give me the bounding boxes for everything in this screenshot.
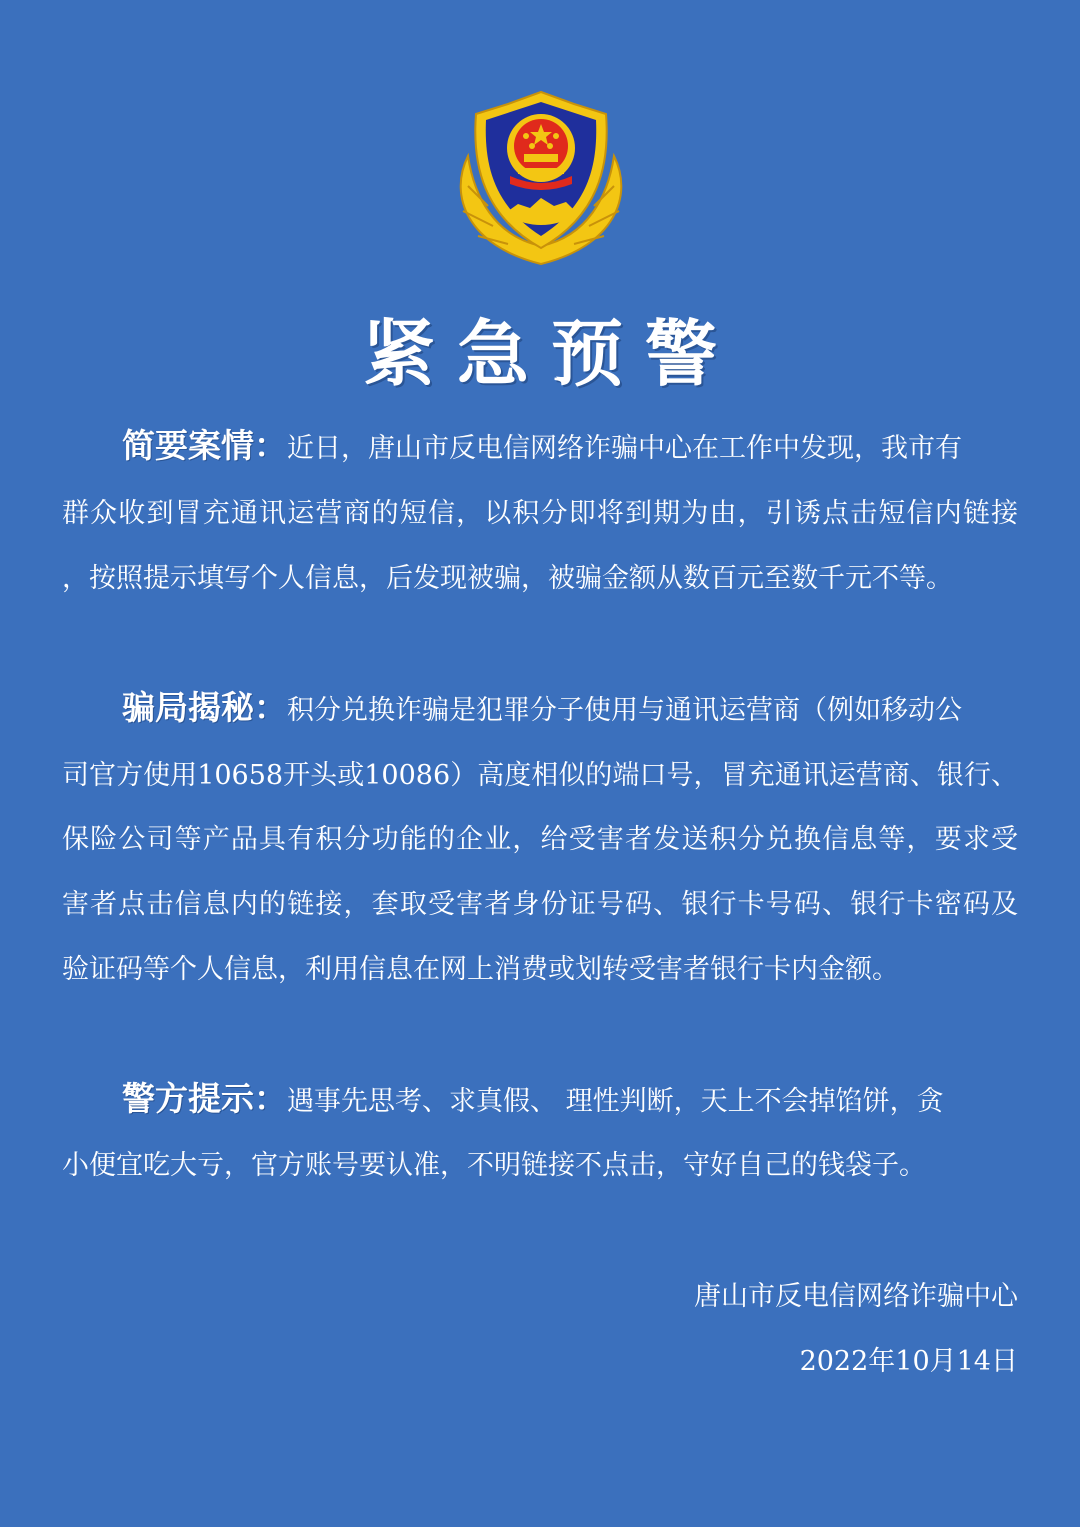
- police-emblem-icon: [448, 86, 634, 266]
- police-tip-line: [62, 1079, 1018, 1122]
- case-summary-line: 群众收到冒充通讯运营商的短信，以积分即将到期为由，引诱点击短信内链接: [62, 498, 1018, 529]
- case-summary-line: ，按照提示填写个人信息，后发现被骗，被骗金额从数百元至数千元不等。: [62, 563, 953, 594]
- scam-reveal-text: 积分兑换诈骗是犯罪分子使用与通讯运营商（例如移动公: [287, 695, 962, 726]
- scam-reveal-line: 司官方使用10658开头或10086）高度相似的端口号，冒充通讯运营商、银行、: [62, 760, 1018, 791]
- police-tip-text: 遇事先思考、求真假、 理性判断，天上不会掉馅饼，贪: [287, 1086, 944, 1117]
- scam-reveal-label: 骗局揭秘：: [122, 688, 287, 727]
- scam-reveal-line: 保险公司等产品具有积分功能的企业，给受害者发送积分兑换信息等，要求受: [62, 824, 1018, 855]
- signature: 唐山市反电信网络诈骗中心: [694, 1281, 1018, 1312]
- scam-reveal-line: [62, 688, 1018, 731]
- case-summary-label: 简要案情：: [122, 426, 287, 465]
- scam-reveal-line: 验证码等个人信息，利用信息在网上消费或划转受害者银行卡内金额。: [62, 954, 899, 985]
- police-tip-line: 小便宜吃大亏，官方账号要认准，不明链接不点击，守好自己的钱袋子。: [62, 1150, 926, 1181]
- date: 2022年10月14日: [799, 1346, 1018, 1377]
- case-summary-text: 近日，唐山市反电信网络诈骗中心在工作中发现，我市有: [287, 433, 962, 464]
- police-tip-label: 警方提示：: [122, 1079, 287, 1118]
- page-title: 紧急预警: [362, 312, 739, 396]
- case-summary-line: [62, 426, 1018, 469]
- scam-reveal-line: 害者点击信息内的链接，套取受害者身份证号码、银行卡号码、银行卡密码及: [62, 889, 1018, 920]
